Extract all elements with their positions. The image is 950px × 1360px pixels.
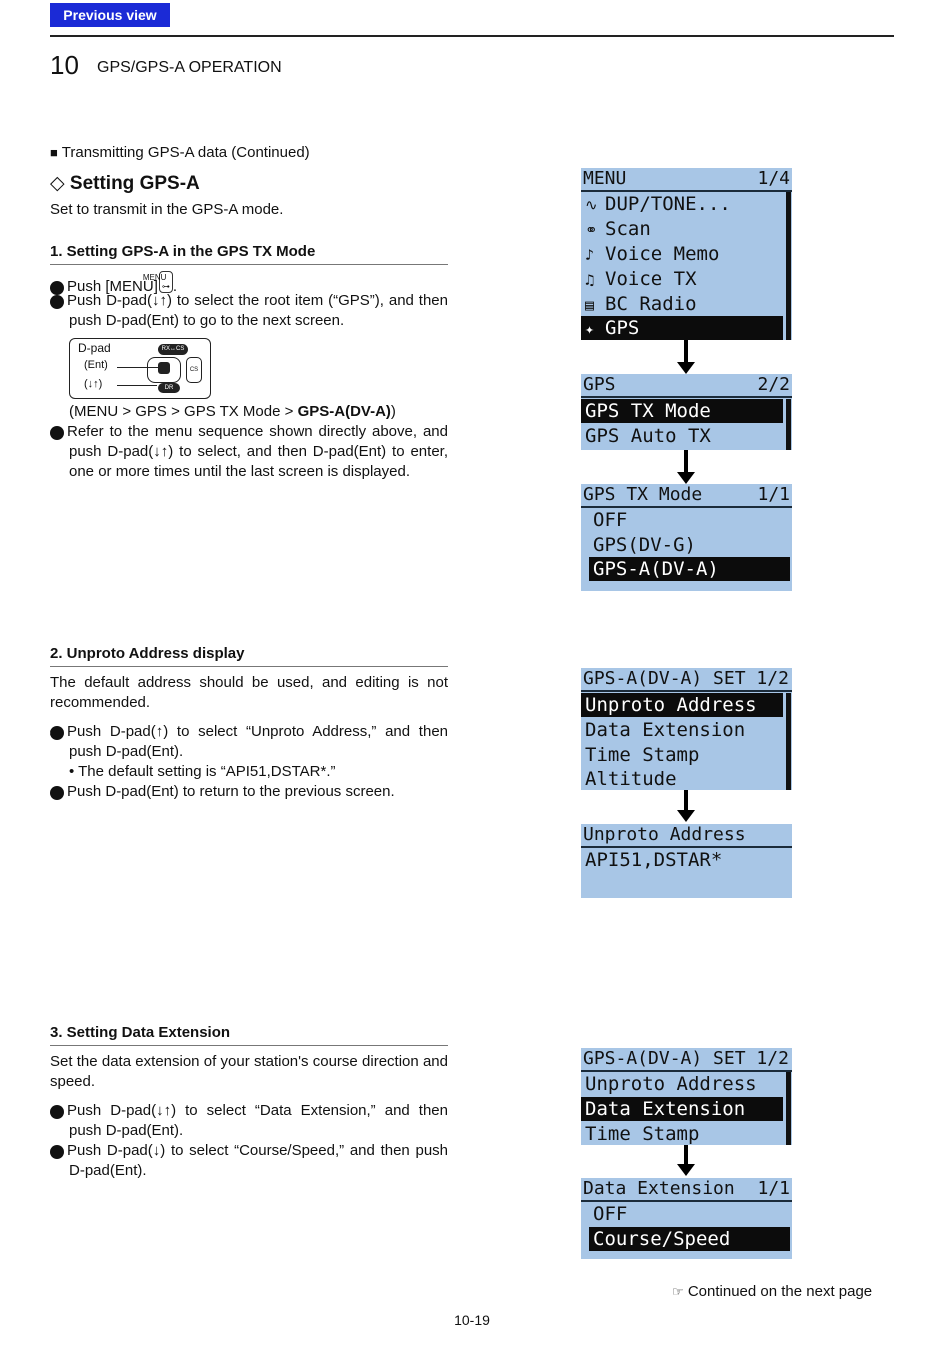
gps-tx-mode-screen	[581, 484, 792, 591]
arrow-down-icon	[677, 362, 695, 374]
step-number: 3	[50, 426, 64, 440]
step-text: Push [MENU]	[67, 278, 158, 295]
chapter-number: 10	[50, 50, 79, 80]
screen-page: 2/2	[757, 374, 790, 395]
part3-rule	[50, 1045, 448, 1046]
menu-key-label: MENU	[142, 273, 167, 282]
menu-item-label: GPS	[605, 317, 640, 339]
menu-item-label: Voice TX	[605, 268, 697, 290]
step-4	[44, 722, 448, 762]
menu-path-prefix: (MENU > GPS > GPS TX Mode >	[69, 403, 298, 420]
rx-cs-key-icon: RX↔CS	[158, 344, 188, 355]
menu-item[interactable]	[581, 292, 781, 316]
menu-screen	[581, 168, 792, 340]
dr-key-icon: DR	[158, 383, 180, 393]
step-7	[44, 1141, 448, 1181]
dpad-illustration	[69, 338, 211, 399]
flow-arrow	[684, 790, 688, 812]
continued-text: Continued on the next page	[687, 1283, 873, 1300]
header-rule	[50, 35, 894, 37]
set-item[interactable]: Time Stamp	[585, 744, 700, 766]
screen-header	[581, 668, 792, 692]
step-4-note: • The default setting is “API51,DSTAR*.”	[69, 763, 336, 780]
menu-item-label: BC Radio	[605, 293, 697, 315]
screen-title: GPS-A(DV-A) SET 1/2	[583, 668, 789, 689]
radio-icon: ▤	[585, 296, 595, 314]
option-item[interactable]: OFF	[593, 509, 628, 531]
voice-tx-icon: ♫	[585, 271, 595, 289]
option-item[interactable]: GPS(DV-G)	[593, 534, 696, 556]
step-number: 4	[50, 726, 64, 740]
unproto-address-value[interactable]: API51,DSTAR*	[585, 849, 723, 871]
hand-pointer-icon: ☞	[672, 1284, 684, 1299]
scrollbar[interactable]	[786, 192, 791, 340]
menu-item-selected[interactable]	[581, 316, 783, 340]
step-text: Push D-pad(↓↑) to select “Data Extension,” and then push D-pad(Ent).	[67, 1102, 448, 1139]
screen-page: 1/4	[757, 168, 790, 189]
set-item-selected[interactable]: Data Extension	[581, 1097, 783, 1121]
section-title-text: Transmitting GPS-A data (Continued)	[61, 144, 310, 161]
step-text: Refer to the menu sequence shown directly above, and push D-pad(↓↑) to select, and then D-pad(Ent) to enter, one or more times until the last screen is displayed.	[67, 423, 448, 480]
option-item[interactable]: OFF	[593, 1203, 628, 1225]
menu-path-suffix: )	[390, 403, 396, 420]
step-1: 1 Push [MENU]MENU ⊶ .	[44, 273, 178, 295]
menu-key-icon: MENU ⊶	[159, 271, 173, 293]
screen-header	[581, 1048, 792, 1072]
dpad-label: D-pad	[78, 341, 111, 355]
arrow-down-icon	[677, 810, 695, 822]
section-title	[50, 143, 310, 163]
menu-path	[69, 402, 396, 422]
part1-rule	[50, 264, 448, 265]
screen-header	[581, 168, 792, 192]
step-6	[44, 1101, 448, 1141]
step-number: 2	[50, 295, 64, 309]
square-bullet-icon: ■	[50, 145, 58, 160]
step-3	[44, 422, 448, 482]
part2-heading: 2. Unproto Address display	[50, 645, 245, 662]
screen-title: GPS	[583, 374, 616, 395]
menu-item-label: DUP/TONE...	[605, 193, 731, 215]
gpsa-set-screen	[581, 668, 792, 790]
gpsa-set-screen-2	[581, 1048, 792, 1145]
step-text: Push D-pad(↓↑) to select the root item (“GPS”), and then push D-pad(Ent) to go to the next screen.	[67, 292, 448, 329]
continued-note	[672, 1282, 872, 1302]
dpad-center-icon	[158, 362, 170, 374]
previous-view-button[interactable]: Previous view	[50, 3, 170, 27]
screen-page: 1/1	[757, 1178, 790, 1199]
section-intro: Set to transmit in the GPS-A mode.	[50, 201, 284, 218]
step-text: Push D-pad(↓) to select “Course/Speed,” and then push D-pad(Ent).	[67, 1142, 448, 1179]
menu-item[interactable]	[581, 192, 781, 216]
menu-item[interactable]	[581, 242, 781, 266]
data-extension-screen	[581, 1178, 792, 1259]
part3-heading: 3. Setting Data Extension	[50, 1024, 231, 1041]
step-text: Push D-pad(↑) to select “Unproto Address,” and then push D-pad(Ent).	[67, 723, 448, 760]
page-number: 10-19	[454, 1312, 490, 1328]
set-item[interactable]: Altitude	[585, 768, 677, 790]
microphone-icon: ♪	[585, 246, 595, 264]
unproto-address-screen	[581, 824, 792, 898]
satellite-icon: ✦	[585, 320, 595, 338]
dpad-ent-label: (Ent)	[84, 359, 108, 371]
screen-header	[581, 484, 792, 508]
subsection-title	[50, 172, 200, 195]
set-item[interactable]: Unproto Address	[585, 1073, 757, 1095]
screen-title: GPS-A(DV-A) SET 1/2	[583, 1048, 789, 1069]
menu-item-label: Voice Memo	[605, 243, 720, 265]
set-item-selected[interactable]: Unproto Address	[581, 693, 783, 717]
part3-intro: Set the data extension of your station's course direction and speed.	[50, 1053, 448, 1090]
scrollbar[interactable]	[786, 399, 791, 450]
arrow-down-icon	[677, 472, 695, 484]
scrollbar[interactable]	[786, 693, 791, 790]
screen-title: Unproto Address	[583, 824, 746, 845]
cs-key-icon: CS	[186, 357, 202, 383]
option-item-selected[interactable]: GPS-A(DV-A)	[589, 557, 790, 581]
menu-item[interactable]	[581, 267, 781, 291]
step-5	[44, 782, 448, 802]
set-item[interactable]: Time Stamp	[585, 1123, 700, 1145]
menu-path-target: GPS-A(DV-A)	[297, 403, 391, 420]
dpad-pointer-line	[117, 385, 157, 386]
screen-header	[581, 824, 792, 848]
menu-item-label: Scan	[605, 218, 651, 240]
dpad-updown-label: (↓↑)	[84, 378, 103, 390]
screen-header	[581, 374, 792, 398]
menu-item[interactable]	[581, 217, 781, 241]
set-item[interactable]: Data Extension	[585, 719, 746, 741]
screen-title: MENU	[583, 168, 627, 189]
step-number: 5	[50, 786, 64, 800]
step-number: 7	[50, 1145, 64, 1159]
step-text: Push D-pad(Ent) to return to the previous screen.	[67, 783, 395, 800]
binoculars-icon: ⚭	[585, 221, 598, 239]
gps-screen	[581, 374, 792, 450]
part2-intro: The default address should be used, and editing is not recommended.	[50, 674, 448, 711]
step-2	[44, 291, 448, 331]
gps-item-selected[interactable]: GPS TX Mode	[581, 399, 783, 423]
tone-icon: ∿	[585, 196, 598, 214]
part1-heading: 1. Setting GPS-A in the GPS TX Mode	[50, 243, 316, 260]
step-number: 6	[50, 1105, 64, 1119]
arrow-down-icon	[677, 1164, 695, 1176]
scrollbar[interactable]	[786, 1072, 791, 1145]
screen-title: Data Extension	[583, 1178, 735, 1199]
screen-title: GPS TX Mode	[583, 484, 703, 505]
step-number: 1	[50, 281, 64, 295]
subsection-title-text: Setting GPS-A	[69, 173, 200, 194]
chapter-title: GPS/GPS-A OPERATION	[97, 59, 282, 76]
gps-item[interactable]: GPS Auto TX	[585, 425, 711, 447]
diamond-bullet-icon: ◇	[50, 173, 65, 194]
screen-header	[581, 1178, 792, 1202]
part2-rule	[50, 666, 448, 667]
option-item-selected[interactable]: Course/Speed	[589, 1227, 790, 1251]
screen-page: 1/1	[757, 484, 790, 505]
